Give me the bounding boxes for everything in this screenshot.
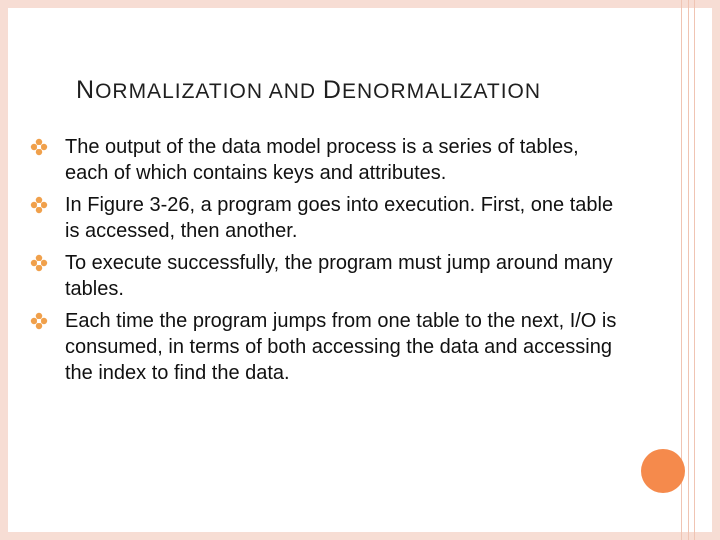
bullet-item: [30, 308, 620, 386]
flower-icon: [30, 312, 48, 330]
bullet-text: In Figure 3-26, a program goes into execution. First, one table is accessed, then another.: [65, 194, 614, 242]
bullet-text: To execute successfully, the program must jump around many tables.: [65, 252, 613, 300]
slide-title: NORMALIZATION AND DENORMALIZATION: [76, 76, 542, 104]
bullet-text: The output of the data model process is a series of tables, each of which contains keys and attributes.: [65, 136, 579, 184]
bullet-item: [30, 192, 620, 244]
bullet-item: [30, 250, 620, 302]
bullet-text: Each time the program jumps from one table to the next, I/O is consumed, in terms of both accessing the data and accessing the index to find the data.: [65, 310, 617, 384]
bullet-list: [30, 134, 620, 392]
decorative-line: [694, 0, 695, 540]
bullet-item: [30, 134, 620, 186]
flower-icon: [30, 138, 48, 156]
decorative-circle: [641, 449, 685, 493]
flower-icon: [30, 254, 48, 272]
decorative-line: [688, 0, 689, 540]
flower-icon: [30, 196, 48, 214]
